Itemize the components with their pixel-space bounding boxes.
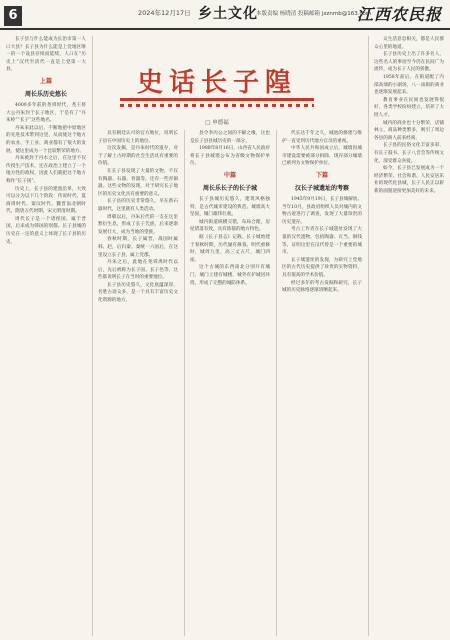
article-paragraph: 这个古城的东西南北分别开有城门，城门上建有城楼，城外有护城河环绕，形成了完整的城防体系。 [190, 265, 270, 286]
article-column-4 [282, 130, 362, 636]
article-paragraph: 经过多年的考古发掘和研究，长子城的历史脉络逐渐清晰起来。 [282, 280, 362, 294]
article-paragraph: 在长子县发现了大量的文物，不仅有陶器、石器、骨器等，还有一些青铜器。这些文物的发现，对于研究长子地区的历史文化具有重要的意义。 [98, 168, 178, 197]
article-title: 史话长子隍 [136, 68, 297, 98]
newspaper-logo: 江西农民报 [356, 5, 442, 24]
article-paragraph: 考古工作者在长子城遗址发现了大量的汉代遗物，包括陶器、瓦当、铜钱等，证明这里在汉代曾是一个重要的城市。 [282, 227, 362, 256]
article-paragraph: 中华人民共和国成立后，城墙因城市建设需要被部分拆除，现存部分城墙已被列为文物保护单位。 [282, 146, 362, 167]
article-paragraph: 周朝以后，丹朱后代的一支在这里繁衍生息，形成了长子氏族，后来逐渐发展壮大，成为当地的望族。 [98, 214, 178, 235]
section-heading: 上篇 [39, 77, 52, 85]
section-heading: 中篇 [223, 171, 236, 179]
editor-info: 本版责编 杨晓清 投稿邮箱 jxznmb@163.com [256, 11, 372, 17]
column-divider [276, 130, 277, 636]
article-paragraph: 具有朝廷认可的官方地位，说明长子县在中国历史上的地位。 [98, 131, 178, 144]
issue-date: 2024年12月17日 [138, 9, 191, 17]
article-paragraph: 春秋时期，长子属晋，战国时属韩、赵，后归秦。秦统一六国后，在这里设立长子县，属上党郡。 [98, 237, 178, 258]
article-column-1 [6, 36, 86, 636]
article-paragraph: 1945年9月19日，长子县城解放。当年10月，县政府组织人员对城内的文物古迹进行了调查，发现了大量珍贵的历史遗存。 [282, 196, 362, 225]
article-paragraph: 长子县的历史非常悠久，早在新石器时代，这里就有人类活动。 [98, 199, 178, 212]
page-header [0, 0, 450, 34]
article-paragraph: 1958年前后，在街道配了内部高端的小剧场，八一南街的商业也逐渐发展起来。 [374, 74, 444, 96]
article-paragraph: 历史上，长子县的建置沿革，大致可以分为以下几个阶段：传说时代、夏商周时代、秦汉时代、魏晋南北朝时代、隋唐五代时期、宋元明清时期。 [6, 186, 86, 215]
article-paragraph: 长子县的民俗文化丰富多彩，有长子鼓书、长子八音会等传统文化，深受群众喜爱。 [374, 143, 444, 164]
section-heading: 周长乐历史悠长 [24, 90, 67, 98]
article-paragraph: 县令李丙公之间的不解之缘，这也是长子县县城历史的一部分。 [190, 131, 270, 144]
article-paragraph: 周代长子是一个诸侯国，属于晋国，后来成为韩国的别都。长子县城的历史在一定的意义上体现了长子县的历史。 [6, 216, 86, 245]
article-paragraph: 1988年8月16日，山西省人民政府将长子县城墙公布为省级文物保护单位。 [190, 146, 270, 167]
article-paragraph: 城内的商业也十分繁荣，店铺林立，商品种类繁多，吸引了周边各县的商人前来经商。 [374, 120, 444, 141]
section-heading: 汉长子城遗址的考察 [294, 184, 349, 192]
article-paragraph: 长子县历史悠久，文化底蕴深厚，名胜古迹众多，是一个具有丰富历史文化资源的地方。 [98, 282, 178, 304]
article-paragraph: 长子城遗址的发现，为研究上党地区的古代历史提供了珍贵的实物资料，具有很高的学术价值。 [282, 257, 362, 278]
column-divider [92, 36, 93, 636]
column-divider [368, 36, 369, 636]
page-number: 6 [4, 6, 22, 26]
column-divider [184, 130, 185, 636]
article-column-5 [374, 36, 444, 636]
article-byline: □ 申德福 [205, 120, 229, 126]
article-paragraph: 代长达千年之久，城池的修建与维护一直受到历代地方官员的重视。 [282, 131, 362, 144]
section-heading: 周长乐长子的长子城 [202, 184, 257, 192]
title-underline [120, 98, 314, 101]
article-paragraph: 如今，长子县已发展成为一个经济繁荣、社会和谐、人民安居乐业的现代化县城，长子人民正以崭新的面貌迎接更加美好的未来。 [374, 166, 444, 194]
article-paragraph: 众生活息息相关，都是人民群众心里的地道。 [374, 37, 444, 50]
article-paragraph: 这次发掘，是丹朱时代的遗存，对于了解上古时期的社会生活具有重要的价值。 [98, 146, 178, 167]
article-paragraph: 长子县城历史悠久，建筑风格独特，是古代城市建设的典范。城墙高大坚固，城门雄伟壮观。 [190, 196, 270, 218]
article-paragraph: 据《长子县志》记载，长子城始建于春秋时期，历代屡有修葺。明代重修时，城周九里，高三丈五尺，城门四座。 [190, 234, 270, 263]
article-paragraph: 丹朱被封于丹水之后，在这里不仅传授生产技术，还在政治上建立了一个地方性的政权，因此人们就把这个地方称作“长子国”。 [6, 156, 86, 184]
title-decoration [120, 104, 314, 107]
article-paragraph: 教育事业在民间也发展得很好，各类学校纷纷建立，培养了大批人才。 [374, 97, 444, 118]
article-column-3 [190, 130, 270, 636]
article-paragraph: 长子县历史上出了许多名人，这些名人的事迹至今仍在民间广为流传，成为长子人民的骄傲。 [374, 52, 444, 73]
header-rule [0, 28, 450, 30]
article-paragraph: 丹朱之后，此地在尧舜禹时代以后，先后被称为长子国、长子邑等，这些都说明长子在当时的重要地位。 [98, 260, 178, 281]
section-title: 乡土文化 [198, 6, 258, 22]
section-heading: 下篇 [315, 171, 328, 179]
article-title-block [112, 40, 322, 126]
article-paragraph: 4000多年前的尧舜时代，尧王将大公丹朱封于长子地区，于是有了“丹朱岭”“长子”这些地名。 [6, 102, 86, 124]
article-paragraph: 丹朱来此以后，不断地把中原地区的先进技术带到这里，从而使这个地方的农业、手工业、商业都有了很大的发展，使这里成为一个比较繁荣的地方。 [6, 125, 86, 154]
article-column-2 [98, 130, 178, 636]
article-paragraph: 城内街道纵横交错，布局合理，房屋错落有致，具有浓郁的地方特色。 [190, 219, 270, 233]
article-paragraph: 长子县与什么能成为长治市第一人口大县？长子县为什么能是上党地区唯一的一个设县存续而延续，人口在“历史上”汉代至清代一直是上党第一大县。 [6, 37, 86, 73]
